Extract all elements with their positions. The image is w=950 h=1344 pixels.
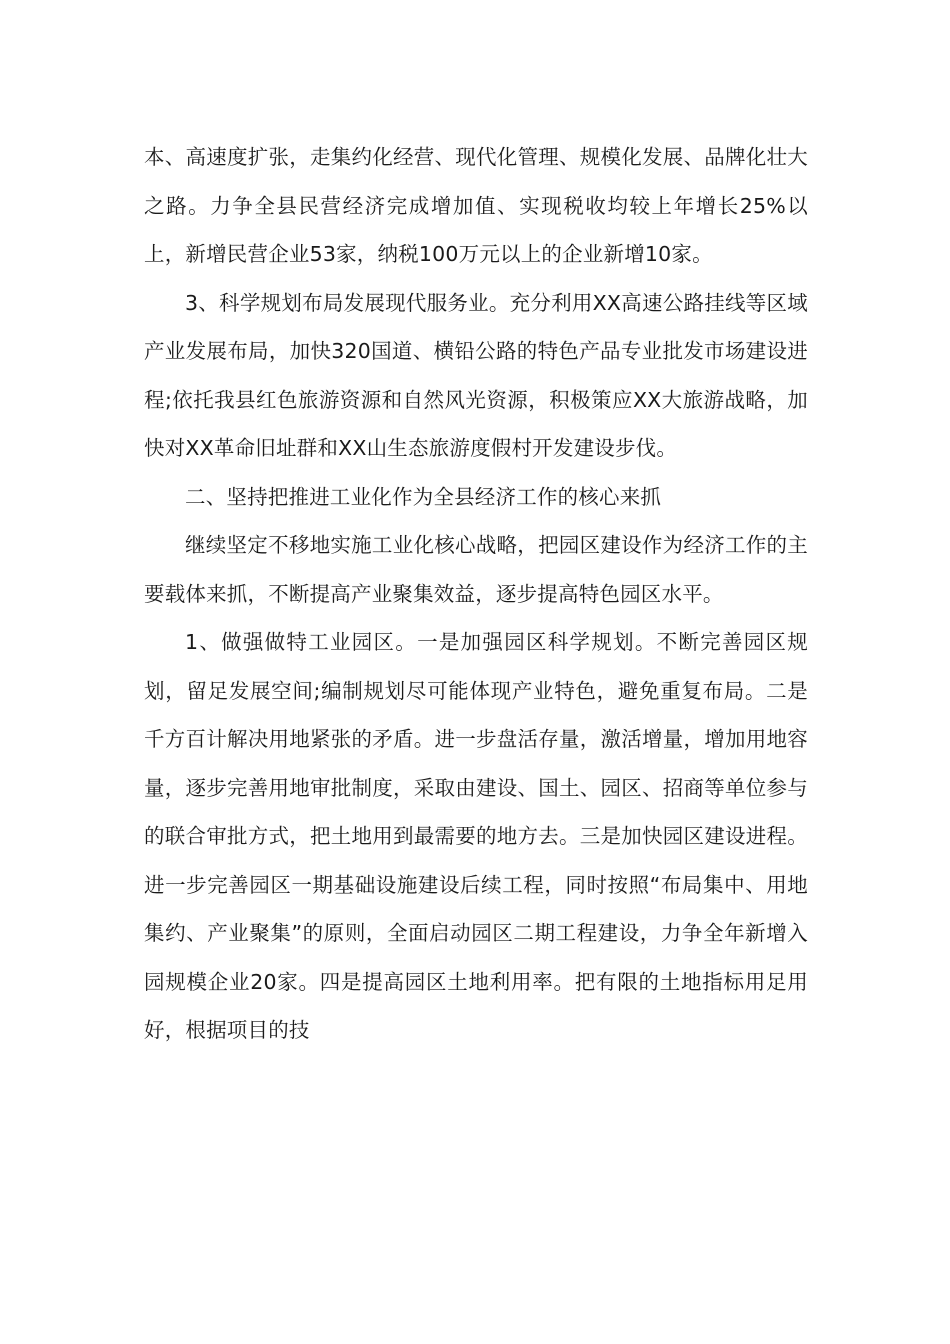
paragraph-4: 1、做强做特工业园区。一是加强园区科学规划。不断完善园区规划，留足发展空间;编制规划尽可能体现产业特色，避免重复布局。二是千方百计解决用地紧张的矛盾。进一步盘活存量，激活增量，增加用地容量，逐步完善用地审批制度，采取由建设、国土、园区、招商等单位参与的联合审批方式，把土地用到最需要的地方去。三是加快园区建设进程。进一步完善园区一期基础设施建设后续工程，同时按照“布局集中、用地集约、产业聚集”的原则，全面启动园区二期工程建设，力争全年新增入园规模企业20家。四是提高园区土地利用率。把有限的土地指标用足用好，根据项目的技 [144,630,808,1042]
paragraph-3: 继续坚定不移地实施工业化核心战略，把园区建设作为经济工作的主要载体来抓，不断提高产业聚集效益，逐步提高特色园区水平。 [144,533,808,606]
paragraph-2: 3、科学规划布局发展现代服务业。充分利用XX高速公路挂线等区域产业发展布局，加快320国道、横铅公路的特色产品专业批发市场建设进程;依托我县红色旅游资源和自然风光资源，积极策应XX大旅游战略，加快对XX革命旧址群和XX山生态旅游度假村开发建设步伐。 [144,290,808,460]
section-heading: 二、坚持把推进工业化作为全县经济工作的核心来抓 [185,484,662,509]
paragraph-1: 本、高速度扩张，走集约化经营、现代化管理、规模化发展、品牌化壮大之路。力争全县民营经济完成增加值、实现税收均较上年增长25%以上，新增民营企业53家，纳税100万元以上的企业新增10家。 [144,145,808,266]
document-body [144,133,808,1055]
